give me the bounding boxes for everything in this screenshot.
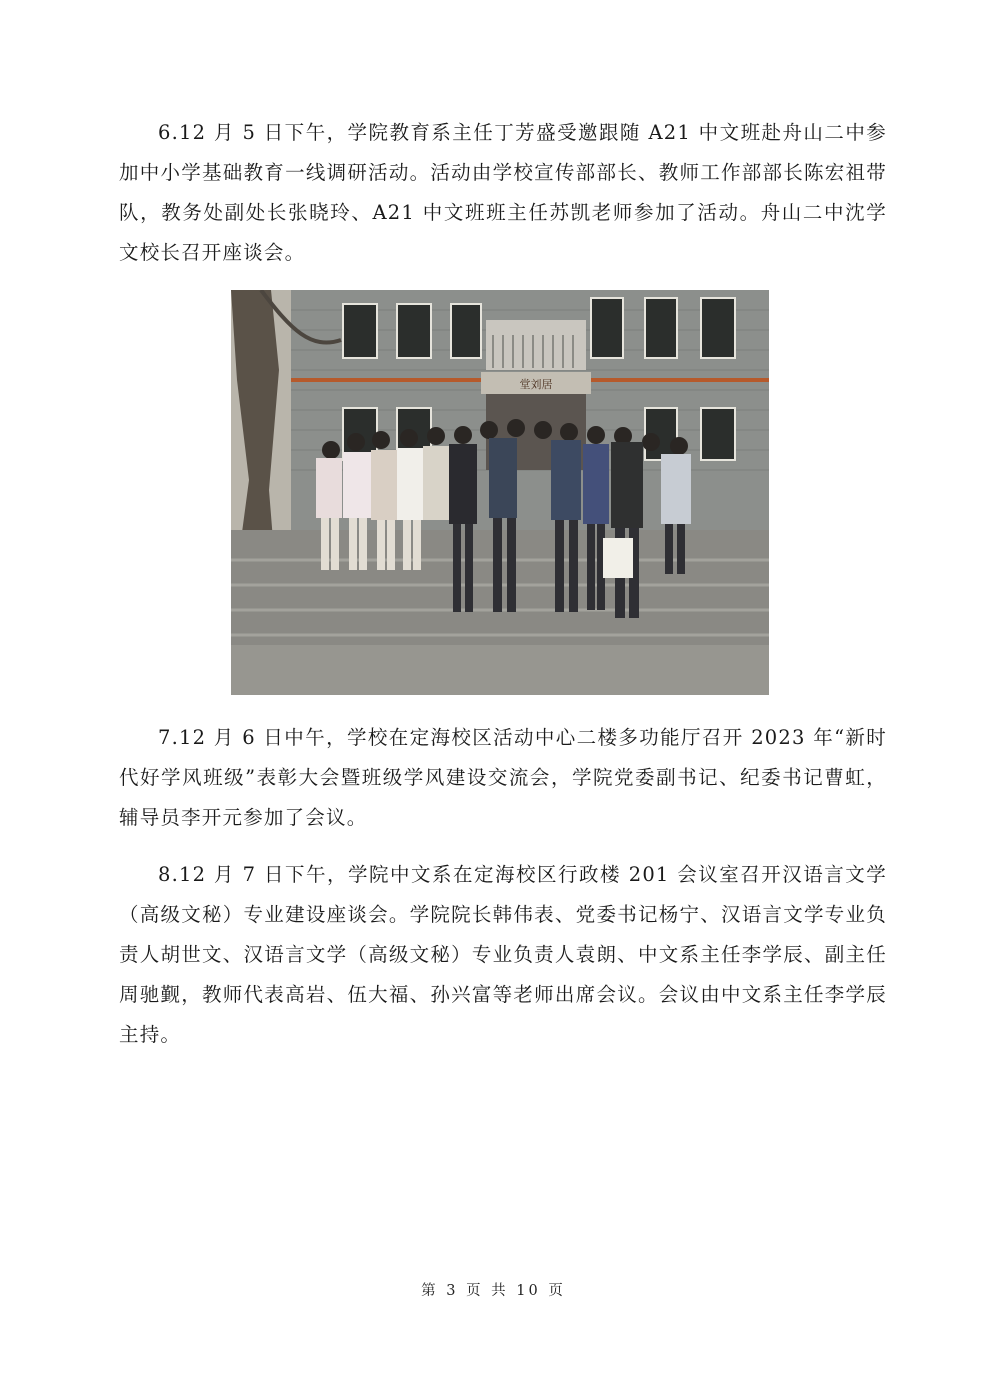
plaque-text: 堂刘居 <box>519 378 553 391</box>
page-number: 第 3 页 共 10 页 <box>421 1283 566 1299</box>
paragraph-item-6: 6.12 月 5 日下午，学院教育系主任丁芳盛受邀跟随 A21 中文班赴舟山二中参加中小学基础教育一线调研活动。活动由学校宣传部部长、教师工作部部长陈宏祖带队，教务处副处长张晓玲、A21 中文班班主任苏凯老师参加了活动。舟山二中沈学文校长召开座谈会。 <box>119 121 887 264</box>
paragraph-item-7: 7.12 月 6 日中午，学校在定海校区活动中心二楼多功能厅召开 2023 年“新时代好学风班级”表彰大会暨班级学风建设交流会，学院党委副书记、纪委书记曹虹，辅导员李开元参加了会议。 <box>119 726 887 829</box>
paragraph-item-8: 8.12 月 7 日下午，学院中文系在定海校区行政楼 201 会议室召开汉语言文学（高级文秘）专业建设座谈会。学院院长韩伟表、党委书记杨宁、汉语言文学专业负责人胡世文、汉语言文学（高级文秘）专业负责人袁朗、中文系主任李学辰、副主任周驰觐，教师代表高岩、伍大福、孙兴富等老师出席会议。会议由中文系主任李学辰主持。 <box>119 863 887 1046</box>
group-photo <box>231 290 769 695</box>
